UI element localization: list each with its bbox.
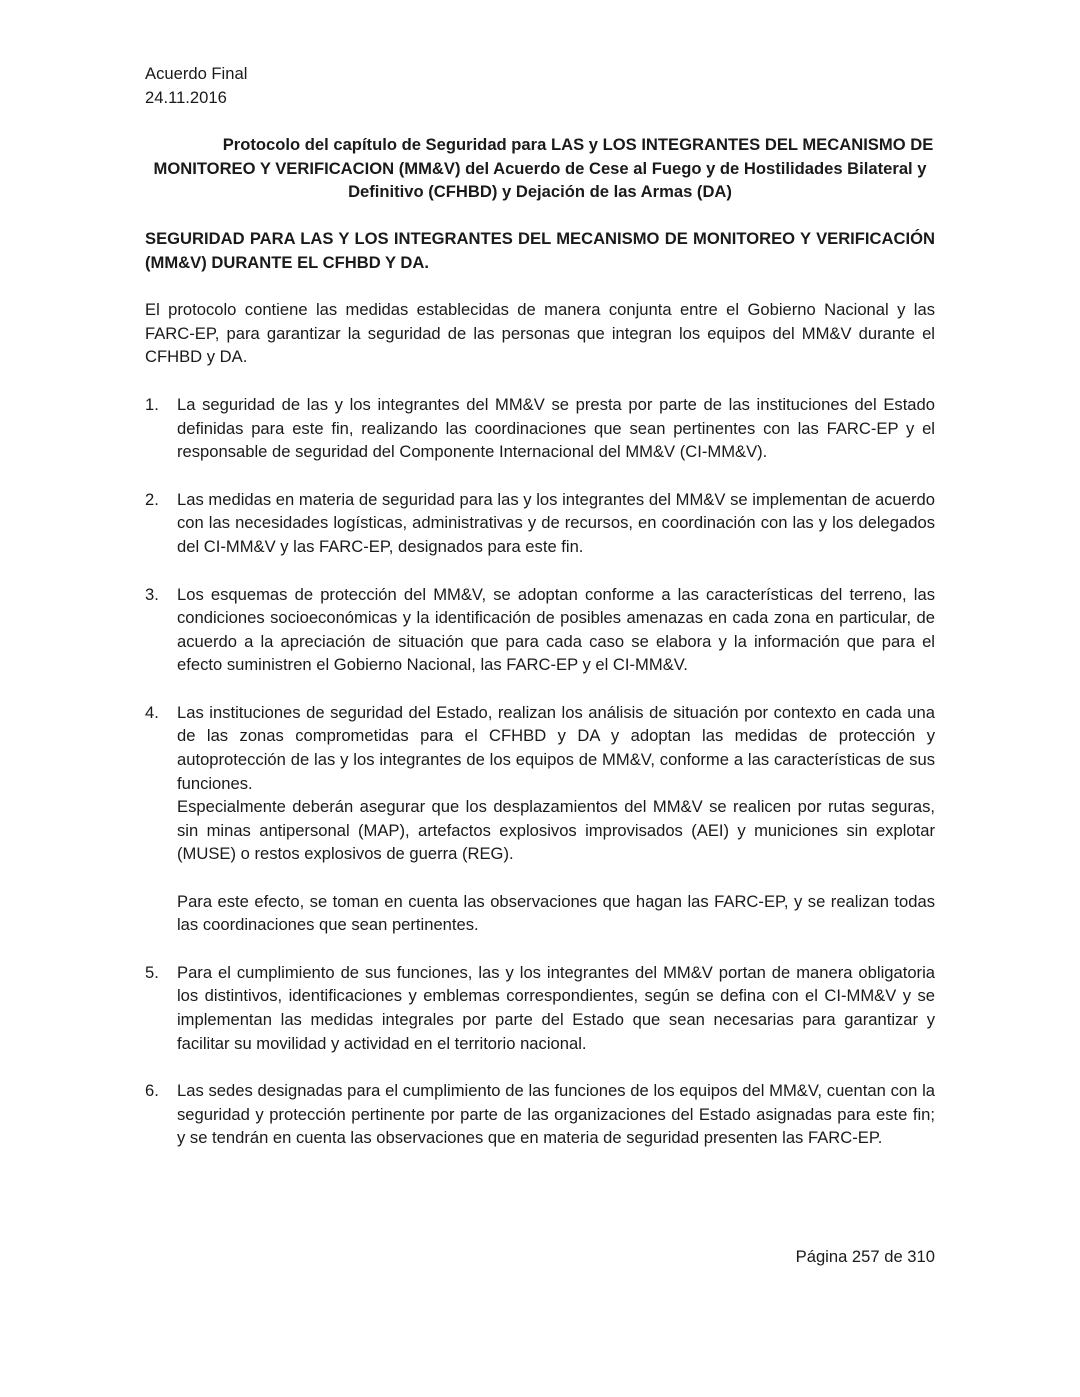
list-item-text-continued: Especialmente deberán asegurar que los desplazamientos del MM&V se realicen por rutas seguras, sin minas antipersonal (MAP), artefactos explosivos improvisados (AEI) y municiones sin explotar (MUSE) o restos explosivos de guerra (REG). [177, 797, 935, 864]
intro-paragraph: El protocolo contiene las medidas establecidas de manera conjunta entre el Gobierno Nacional y las FARC-EP, para garantizar la seguridad de las personas que integran los equipos del MM&V durante el CFHBD y DA. [145, 300, 935, 367]
list-item [145, 393, 935, 464]
list-item-number: 1. [145, 394, 159, 414]
list-item-number: 2. [145, 489, 159, 509]
list-item-text: Los esquemas de protección del MM&V, se adoptan conforme a las características del terreno, las condiciones socioeconómicas y la identificación de posibles amenazas en cada zona en particular, de acuerdo a la apreciación de situación que para cada caso se elabora y la información que para el efecto suministren el Gobierno Nacional, las FARC-EP y el CI-MM&V. [177, 584, 935, 675]
list-item-text: Las instituciones de seguridad del Estado, realizan los análisis de situación por contexto en cada una de las zonas comprometidas para el CFHBD y DA y adoptan las medidas de protección y autoprotección de las y los integrantes de los equipos de MM&V, conforme a las características de sus funciones. [177, 702, 935, 793]
list-item-text: Las sedes designadas para el cumplimiento de las funciones de los equipos del MM&V, cuentan con la seguridad y protección pertinente por parte de las organizaciones del Estado asignadas para este fin; y se tendrán en cuenta las observaciones que en materia de seguridad presenten las FARC-EP. [177, 1081, 935, 1148]
list-item-text-continued: Para este efecto, se toman en cuenta las observaciones que hagan las FARC-EP, y se realizan todas las coordinaciones que sean pertinentes. [177, 891, 935, 935]
list-item [145, 488, 935, 559]
list-item [145, 701, 935, 937]
list-item [145, 1079, 935, 1150]
list-item-number: 5. [145, 962, 159, 982]
numbered-list [145, 393, 935, 1150]
page-number: Página 257 de 310 [795, 1247, 935, 1266]
list-item-text: Las medidas en materia de seguridad para las y los integrantes del MM&V se implementan de acuerdo con las necesidades logísticas, administrativas y de recursos, en coordinación con las y los delegados del CI-MM&V y las FARC-EP, designados para este fin. [177, 489, 935, 556]
document-header-date: 24.11.2016 [145, 87, 227, 107]
protocol-title: Protocolo del capítulo de Seguridad para LAS y LOS INTEGRANTES DEL MECANISMO DE MONITOREO Y VERIFICACION (MM&V) del Acuerdo de Cese al Fuego y de Hostilidades Bilateral y Definitivo (CFHBD) y Dejación de las Armas (DA) [153, 135, 934, 202]
list-item [145, 961, 935, 1055]
list-item-number: 6. [145, 1081, 159, 1101]
list-item-number: 4. [145, 702, 159, 722]
document-header-title: Acuerdo Final [145, 64, 248, 83]
document-page [145, 62, 935, 1174]
section-heading: SEGURIDAD PARA LAS Y LOS INTEGRANTES DEL MECANISMO DE MONITOREO Y VERIFICACIÓN (MM&V) DURANTE EL CFHBD Y DA. [145, 228, 935, 272]
list-item-text: La seguridad de las y los integrantes del MM&V se presta por parte de las instituciones del Estado definidas para este fin, realizando las coordinaciones que sean pertinentes con las FARC-EP y el responsable de seguridad del Componente Internacional del MM&V (CI-MM&V). [177, 394, 935, 462]
list-item [145, 583, 935, 677]
list-item-text: Para el cumplimiento de sus funciones, las y los integrantes del MM&V portan de manera obligatoria los distintivos, identificaciones y emblemas correspondientes, según se defina con el CI-MM&V y se implementan las medidas integrales por parte del Estado que sean necesarias para garantizar y facilitar su movilidad y actividad en el territorio nacional. [177, 962, 935, 1053]
list-item-number: 3. [145, 584, 159, 604]
